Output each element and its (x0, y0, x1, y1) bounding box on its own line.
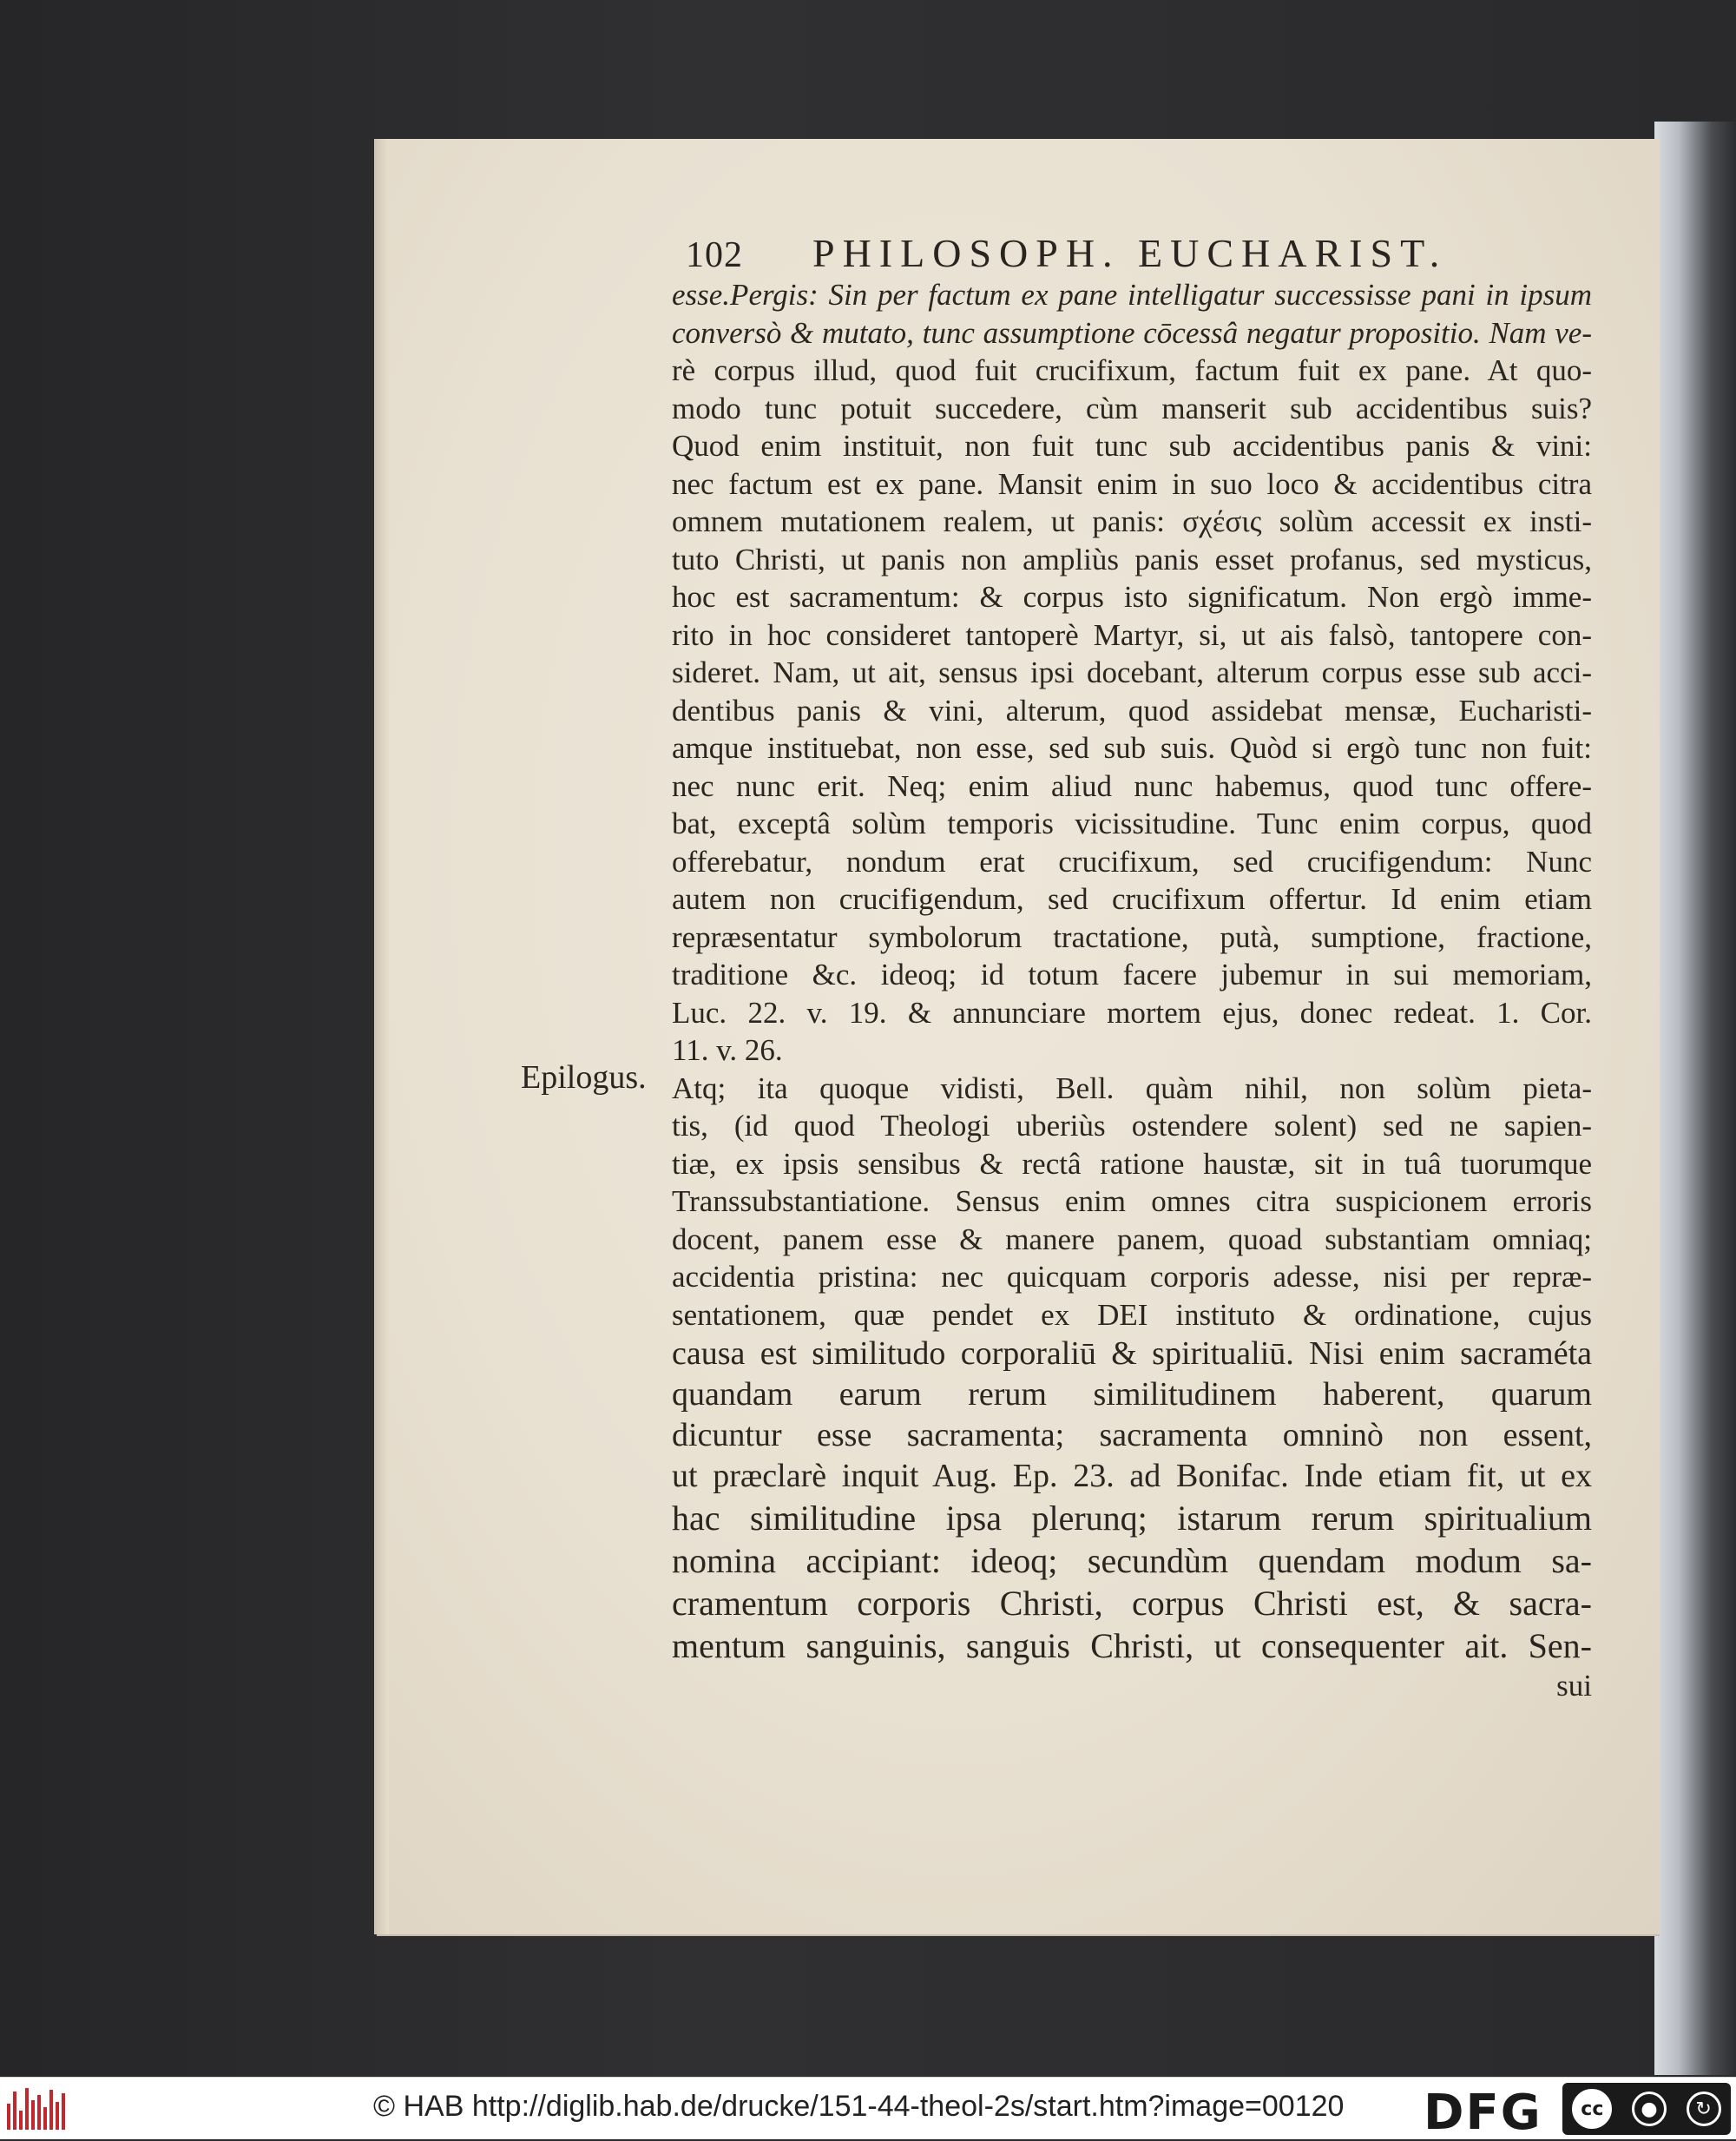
cc-icon: cc (1572, 2089, 1612, 2129)
text-line: dicuntur esse sacramenta; sacramenta omninò non essent, (672, 1417, 1592, 1453)
text-line: quandam earum rerum similitudinem haberent, quarum (672, 1376, 1592, 1413)
text-line: sui (1556, 1669, 1592, 1703)
text-line: Transsubstantiatione. Sensus enim omnes citra suspicionem erroris (672, 1184, 1592, 1218)
text-line: Quod enim instituit, non fuit tunc sub accidentibus panis & vini: (672, 429, 1592, 463)
text-line: sentationem, quæ pendet ex DEI instituto & ordinatione, cujus (672, 1297, 1592, 1332)
text-line: amque instituebat, non esse, sed sub suis. Quòd si ergò tunc non fuit: (672, 731, 1592, 765)
text-line: repræsentatur symbolorum tractatione, putà, sumptione, fractione, (672, 919, 1592, 954)
text-line: modo tunc potuit succedere, cùm manserit sub accidentibus suis? (672, 391, 1592, 425)
text-line: omnem mutationem realem, ut panis: σχέσις solùm accessit ex insti- (672, 504, 1592, 538)
text-line: bat, exceptâ solùm temporis vicissitudine. Tunc enim corpus, quod (672, 807, 1592, 840)
adjacent-page-edge (1654, 122, 1736, 2075)
text-line: hoc est sacramentum: & corpus isto significatum. Non ergò imme- (672, 580, 1592, 614)
text-line: Atq; ita quoque vidisti, Bell. quàm nihil, non solùm pieta- (672, 1070, 1592, 1105)
text-line: nec nunc erit. Neq; enim aliud nunc habemus, quod tunc offere- (672, 768, 1592, 803)
body-text (672, 276, 1592, 1705)
running-head-title: PHILOSOPH. EUCHARIST. (812, 231, 1448, 275)
dfg-logo[interactable]: DFG (1424, 2085, 1542, 2141)
text-line: rè corpus illud, quod fuit crucifixum, factum fuit ex pane. At quo- (672, 353, 1592, 387)
page-number: 102 (686, 235, 743, 275)
text-line: hac similitudine ipsa plerunq; istarum rerum spiritualium (672, 1499, 1592, 1538)
text-line: sideret. Nam, ut ait, sensus ipsi docebant, alterum corpus esse sub acci- (672, 655, 1592, 689)
viewer-footer (0, 2077, 1736, 2139)
cc-license-badge[interactable] (1562, 2083, 1731, 2135)
margin-note: Epilogus. (521, 1059, 647, 1096)
text-line: traditione &c. ideoq; id totum facere jubemur in sui memoriam, (672, 958, 1592, 991)
text-line: tis, (id quod Theologi uberiùs ostendere solent) sed ne sapien- (672, 1109, 1592, 1143)
text-line: nomina accipiant: ideoq; secundùm quendam modum sa- (672, 1541, 1592, 1580)
text-line: causa est similitudo corporaliū & spiritualiū. Nisi enim sacraméta (672, 1335, 1592, 1372)
text-line: Luc. 22. v. 19. & annunciare mortem ejus, donec redeat. 1. Cor. (672, 995, 1592, 1030)
text-line: accidentia pristina: nec quicquam corporis adesse, nisi per repræ- (672, 1260, 1592, 1294)
running-head (686, 227, 1467, 276)
text-line: rito in hoc consideret tantoperè Martyr, si, ut ais falsò, tantopere con- (672, 617, 1592, 652)
copyright-link[interactable]: © HAB http://diglib.hab.de/drucke/151-44-theol-2s/start.htm?image=00120 (373, 2090, 1345, 2123)
text-line: offerebatur, nondum erat crucifixum, sed crucifigendum: Nunc (672, 844, 1592, 879)
text-line: cramentum corporis Christi, corpus Christi est, & sacra- (672, 1584, 1592, 1623)
text-line: mentum sanguinis, sanguis Christi, ut consequenter ait. Sen- (672, 1626, 1592, 1665)
page-left-edge (377, 139, 389, 1934)
text-line: esse.Pergis: Sin per factum ex pane intelligatur successisse pani in ipsum (672, 278, 1592, 312)
share-alike-icon: ↻ (1687, 2092, 1721, 2126)
text-line: nec factum est ex pane. Mansit enim in suo loco & accidentibus citra (672, 466, 1592, 501)
text-line: ut præclarè inquit Aug. Ep. 23. ad Bonifac. Inde etiam fit, ut ex (672, 1458, 1592, 1494)
text-line: autem non crucifigendum, sed crucifixum offertur. Id enim etiam (672, 882, 1592, 916)
text-line: dentibus panis & vini, alterum, quod assidebat mensæ, Eucharisti- (672, 693, 1592, 728)
text-line: 11. v. 26. (672, 1033, 783, 1067)
text-line: conversò & mutato, tunc assumptione cōcessâ negatur propositio. Nam ve- (672, 315, 1592, 350)
hab-logo-icon (7, 2088, 71, 2130)
attribution-icon: ● (1632, 2092, 1667, 2126)
text-line: tuto Christi, ut panis non ampliùs panis esset profanus, sed mysticus, (672, 542, 1592, 576)
text-line: tiæ, ex ipsis sensibus & rectâ ratione haustæ, sit in tuâ tuorumque (672, 1146, 1592, 1181)
text-line: docent, panem esse & manere panem, quoad substantiam omniaq; (672, 1222, 1592, 1256)
